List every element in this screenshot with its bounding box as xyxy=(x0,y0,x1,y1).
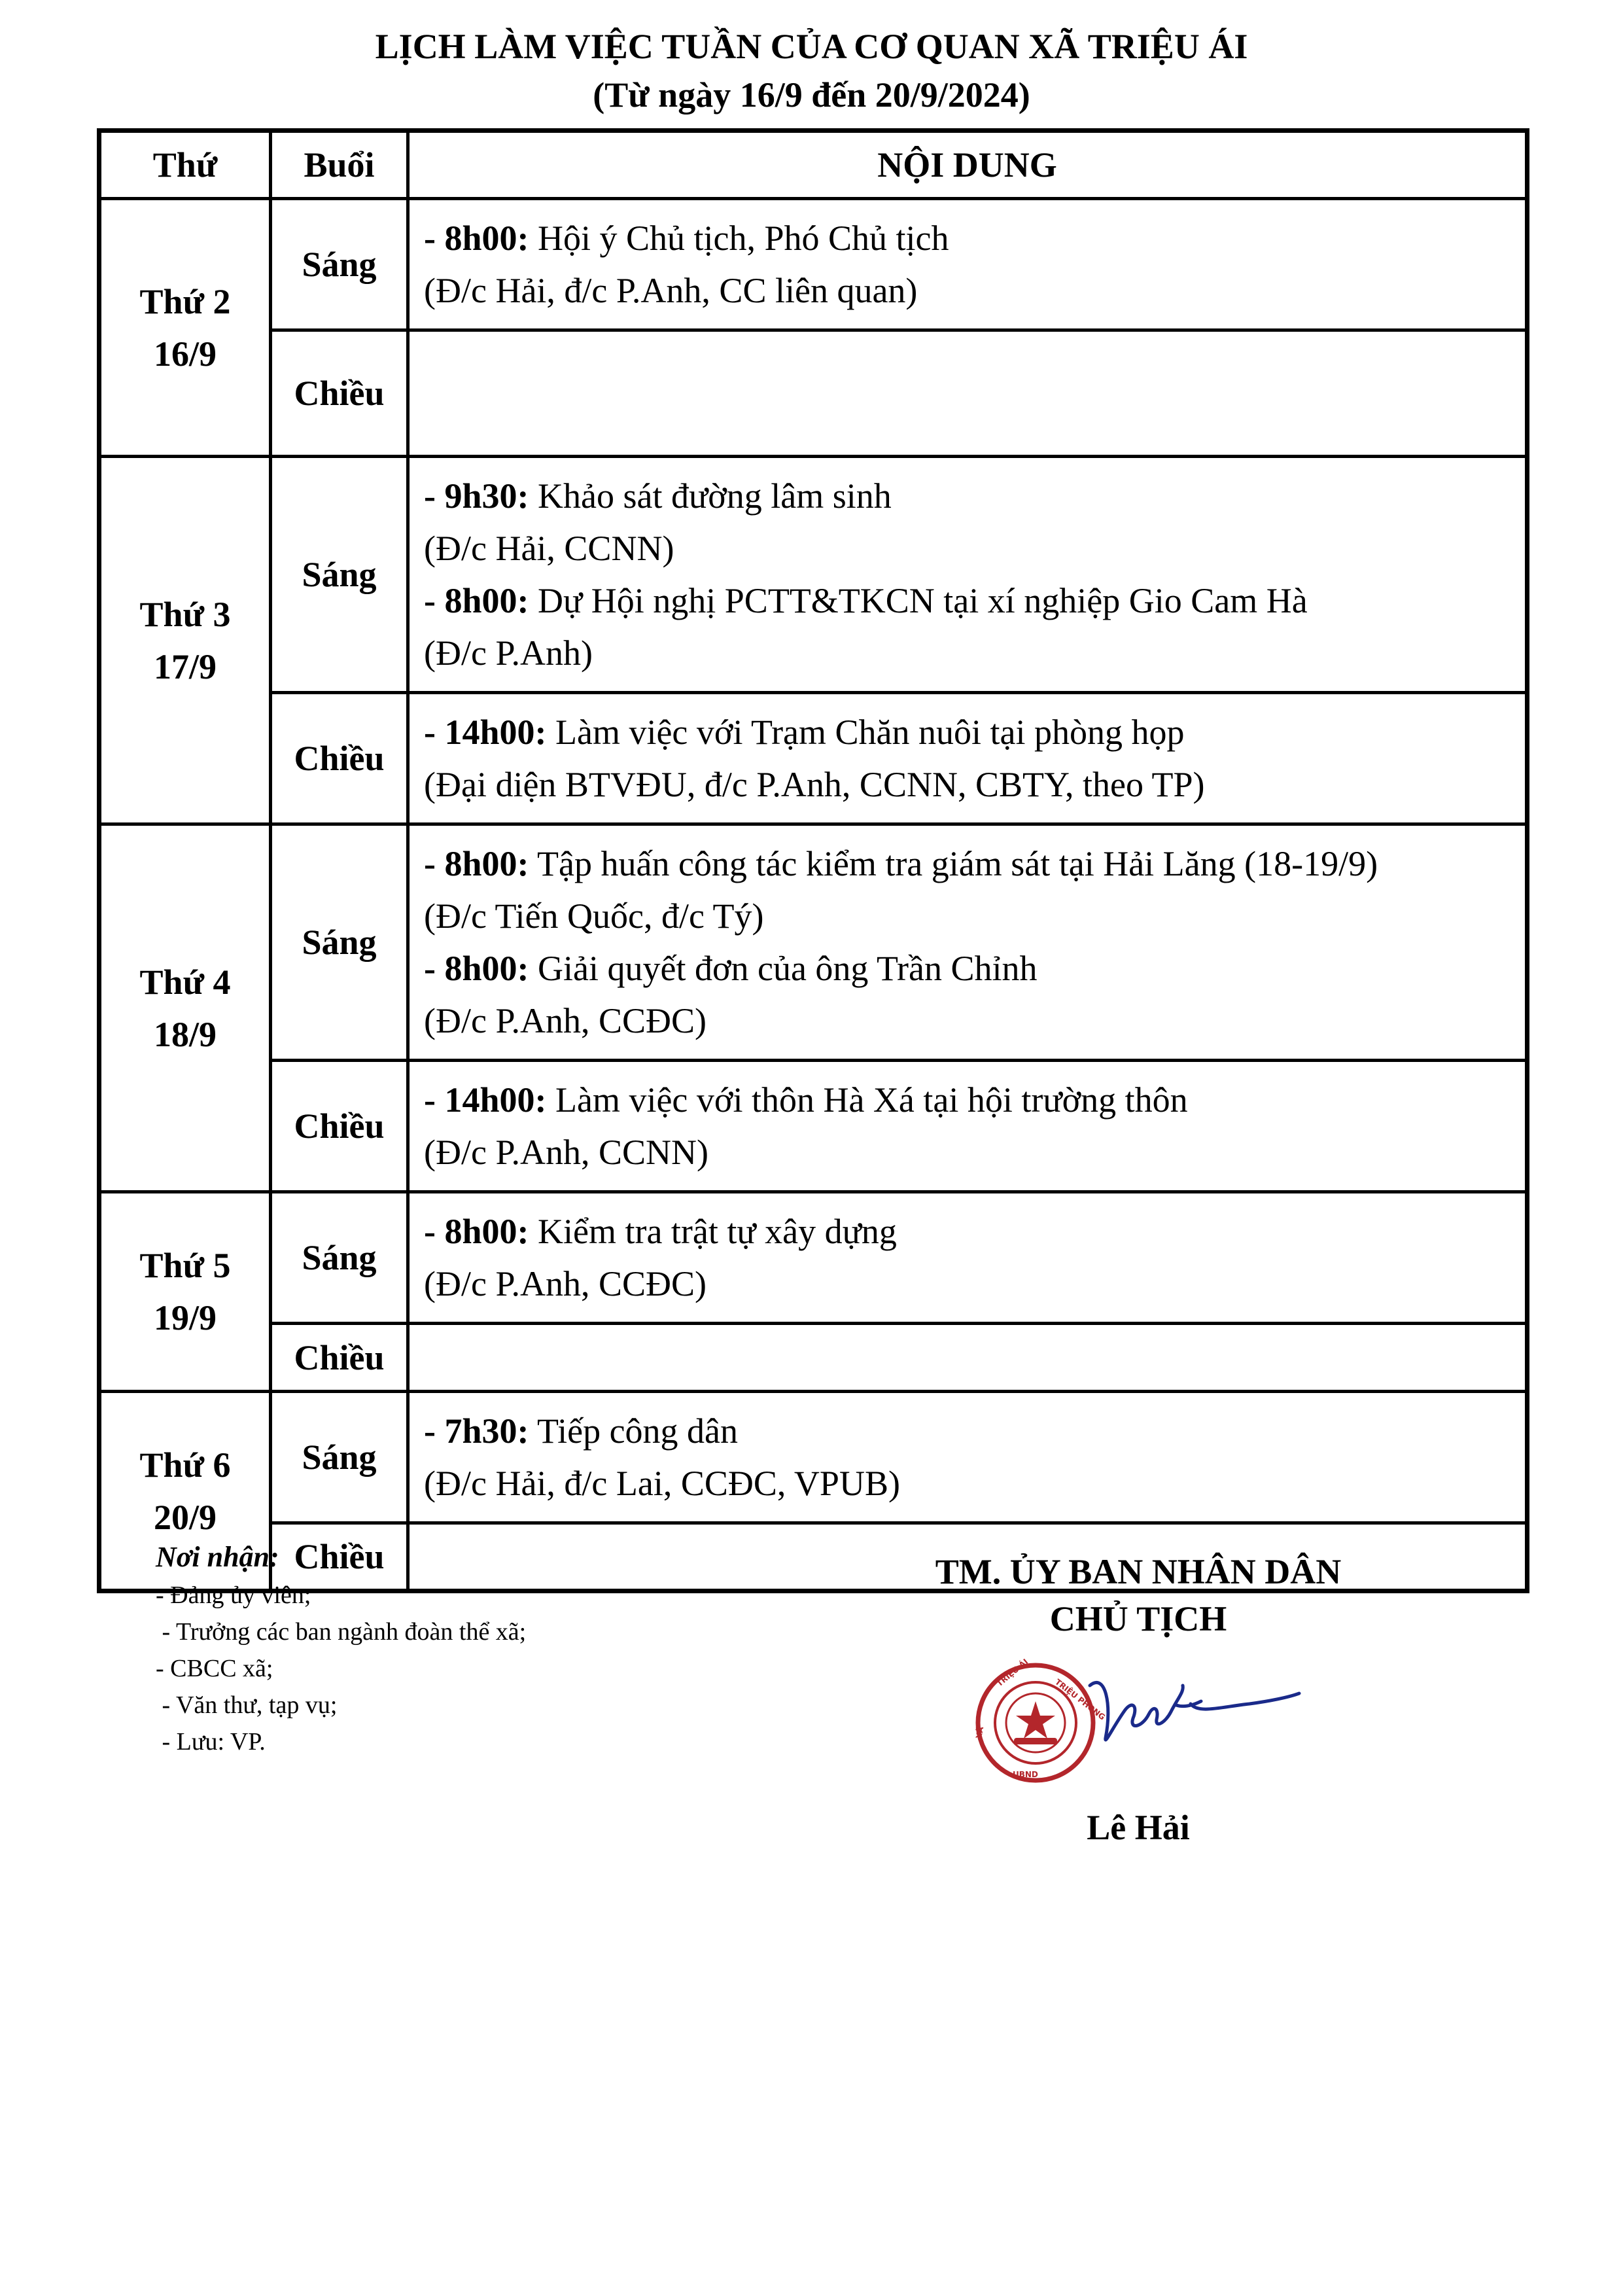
recipients-heading: Nơi nhận: xyxy=(156,1541,279,1573)
day-name: Thứ 3 xyxy=(139,594,231,634)
recipient-line: - Trưởng các ban ngành đoàn thể xã; xyxy=(156,1618,527,1646)
day-date: 18/9 xyxy=(153,1014,217,1054)
item-participants: (Đ/c Tiến Quốc, đ/c Tý) xyxy=(424,896,764,936)
day-cell xyxy=(99,199,271,457)
day-name: Thứ 5 xyxy=(139,1246,231,1285)
item-participants: (Đ/c P.Anh, CCNN) xyxy=(424,1133,709,1172)
table-row xyxy=(99,1392,1527,1523)
item-participants: (Đ/c Hải, CCNN) xyxy=(424,529,674,568)
content-cell xyxy=(408,693,1527,824)
session-cell: Chiều xyxy=(271,1523,408,1591)
content-cell xyxy=(408,1392,1527,1523)
item-participants: (Đ/c Hải, đ/c P.Anh, CC liên quan) xyxy=(424,271,918,310)
content-cell xyxy=(408,1324,1527,1392)
item-text: Kiểm tra trật tự xây dựng xyxy=(529,1212,897,1251)
table-row xyxy=(99,199,1527,330)
schedule-item xyxy=(424,942,1510,995)
item-text: Giải quyết đơn của ông Trần Chỉnh xyxy=(529,949,1038,988)
session-cell: Sáng xyxy=(271,199,408,330)
document-title: LỊCH LÀM VIỆC TUẦN CỦA CƠ QUAN XÃ TRIỆU ÁI xyxy=(375,27,1248,66)
signatory-title: CHỦ TỊCH xyxy=(1049,1599,1227,1638)
recipient-line: - Đảng ủy viên; xyxy=(156,1581,311,1609)
handwritten-signature-icon xyxy=(1086,1666,1302,1764)
item-text: Khảo sát đường lâm sinh xyxy=(529,476,892,516)
table-row xyxy=(99,330,1527,457)
content-cell xyxy=(408,457,1527,693)
schedule-item xyxy=(424,574,1510,627)
schedule-item xyxy=(424,1074,1510,1126)
day-cell xyxy=(99,824,271,1192)
item-text: Tiếp công dân xyxy=(529,1411,739,1451)
header-content: NỘI DUNG xyxy=(408,131,1527,199)
item-text: Làm việc với thôn Hà Xá tại hội trường thôn xyxy=(546,1080,1188,1120)
session-cell: Chiều xyxy=(271,1061,408,1192)
content-cell xyxy=(408,199,1527,330)
official-seal-icon xyxy=(973,1657,1108,1785)
item-text: Làm việc với Trạm Chăn nuôi tại phòng họp xyxy=(546,713,1185,752)
header-day: Thứ xyxy=(99,131,271,199)
signatory-org: TM. ỦY BAN NHÂN DÂN xyxy=(935,1552,1342,1591)
item-participants: (Đ/c P.Anh) xyxy=(424,633,593,673)
day-date: 19/9 xyxy=(153,1298,217,1337)
table-row xyxy=(99,457,1527,693)
item-time: - 8h00: xyxy=(424,949,529,988)
session-cell: Sáng xyxy=(271,824,408,1061)
item-participants: (Đ/c Hải, đ/c Lai, CCĐC, VPUB) xyxy=(424,1464,900,1503)
item-participants: (Đ/c P.Anh, CCĐC) xyxy=(424,1264,707,1303)
schedule-item xyxy=(424,706,1510,758)
schedule-item xyxy=(424,1205,1510,1258)
table-header-row xyxy=(99,131,1527,199)
session-cell: Sáng xyxy=(271,1192,408,1324)
item-time: - 7h30: xyxy=(424,1411,529,1451)
table-row xyxy=(99,1324,1527,1392)
schedule-item xyxy=(424,470,1510,522)
item-time: - 9h30: xyxy=(424,476,529,516)
item-time: - 14h00: xyxy=(424,713,547,752)
content-cell xyxy=(408,1061,1527,1192)
day-name: Thứ 2 xyxy=(139,281,231,321)
day-date: 20/9 xyxy=(153,1497,217,1537)
item-time: - 8h00: xyxy=(424,1212,529,1251)
signatory-name: Lê Hải xyxy=(1087,1808,1190,1847)
item-time: - 8h00: xyxy=(424,844,529,883)
header-session: Buổi xyxy=(271,131,408,199)
item-time: - 8h00: xyxy=(424,581,529,620)
item-participants: (Đ/c P.Anh, CCĐC) xyxy=(424,1001,707,1040)
content-cell xyxy=(408,330,1527,457)
day-name: Thứ 6 xyxy=(139,1445,231,1485)
table-row xyxy=(99,1192,1527,1324)
content-cell xyxy=(408,1192,1527,1324)
signature-block xyxy=(824,1548,1452,1847)
schedule-body xyxy=(99,199,1527,1591)
item-time: - 8h00: xyxy=(424,219,529,258)
svg-text:TRIỆU PHONG: TRIỆU PHONG xyxy=(1053,1677,1108,1722)
day-cell xyxy=(99,1192,271,1392)
day-cell xyxy=(99,457,271,824)
document-subtitle: (Từ ngày 16/9 đến 20/9/2024) xyxy=(593,75,1030,115)
schedule-table xyxy=(97,128,1529,1593)
session-cell: Chiều xyxy=(271,1324,408,1392)
content-cell xyxy=(408,824,1527,1061)
session-cell: Chiều xyxy=(271,693,408,824)
day-name: Thứ 4 xyxy=(139,962,231,1002)
day-date: 16/9 xyxy=(153,334,217,374)
item-participants: (Đại diện BTVĐU, đ/c P.Anh, CCNN, CBTY, theo TP) xyxy=(424,765,1205,804)
item-text: Dự Hội nghị PCTT&TKCN tại xí nghiệp Gio Cam Hà xyxy=(529,581,1308,620)
day-date: 17/9 xyxy=(153,646,217,686)
table-row xyxy=(99,824,1527,1061)
session-cell: Chiều xyxy=(271,330,408,457)
item-time: - 14h00: xyxy=(424,1080,547,1120)
schedule-item xyxy=(424,838,1510,890)
table-row xyxy=(99,693,1527,824)
recipient-line: - Văn thư, tạp vụ; xyxy=(156,1691,338,1719)
session-cell: Sáng xyxy=(271,1392,408,1523)
svg-text:XÃ: XÃ xyxy=(974,1725,986,1740)
svg-text:UBND: UBND xyxy=(1013,1770,1038,1779)
session-cell: Sáng xyxy=(271,457,408,693)
recipients-block xyxy=(156,1538,526,1760)
item-text: Tập huấn công tác kiểm tra giám sát tại Hải Lăng (18-19/9) xyxy=(529,844,1378,883)
recipient-line: - CBCC xã; xyxy=(156,1655,273,1682)
item-text: Hội ý Chủ tịch, Phó Chủ tịch xyxy=(529,219,949,258)
recipient-line: - Lưu: VP. xyxy=(156,1728,266,1756)
svg-text:TRIỆU ÁI: TRIỆU ÁI xyxy=(994,1657,1030,1689)
schedule-item xyxy=(424,1405,1510,1457)
table-row xyxy=(99,1061,1527,1192)
schedule-item xyxy=(424,212,1510,264)
